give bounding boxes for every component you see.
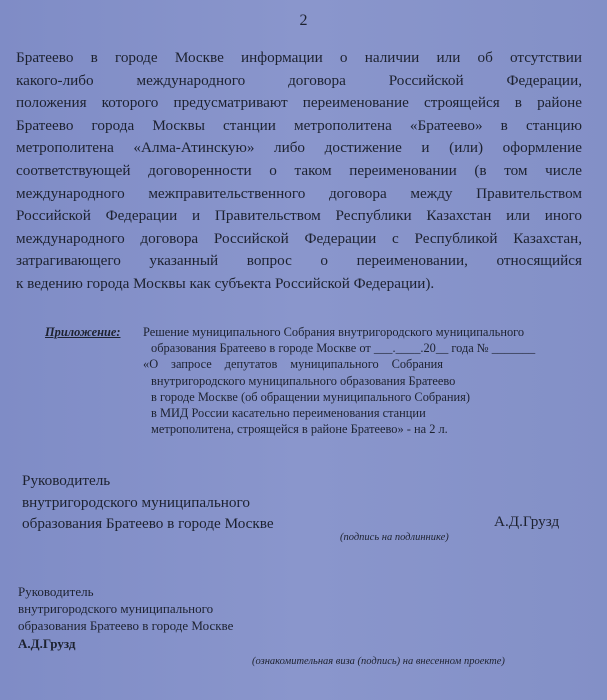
body-line: международного договора Российской Федерации с Республикой Казахстан, — [16, 229, 582, 247]
body-line: положения которого предусматривают переименование строящейся в районе — [16, 94, 582, 112]
body-line: Братеево города Москвы станции метрополитена «Братеево» в станцию — [16, 116, 582, 134]
signatory-name: А.Д.Грузд — [494, 513, 560, 530]
approval-block — [18, 583, 233, 652]
body-line: соответствующей договоренности о таком переименовании (в том числе — [16, 161, 582, 179]
appendix-line: «О запросе депутатов муниципального Собрания — [143, 357, 443, 372]
appendix-line: метрополитена, строящейся в районе Братеево» - на 2 л. — [151, 422, 448, 437]
appendix-line: образования Братеево в городе Москве от ___.____.20__ года № _______ — [151, 341, 536, 356]
appendix-line: в МИД России касательно переименования станции — [151, 406, 426, 421]
signature-note: (подпись на подлиннике) — [340, 532, 449, 543]
body-line: метрополитена «Алма-Атинскую» либо достижение и (или) оформление — [16, 139, 582, 157]
signature-title-line: внутригородского муниципального — [22, 493, 250, 511]
appendix-line: Решение муниципального Собрания внутригородского муниципального — [143, 325, 525, 339]
approval-signatory-name: А.Д.Грузд — [18, 635, 76, 651]
appendix-label: Приложение: — [45, 325, 121, 339]
approval-title-line: внутригородского муниципального — [18, 601, 214, 617]
signature-title-line: Руководитель — [22, 472, 111, 489]
body-line: какого-либо международного договора Российской Федерации, — [16, 71, 582, 89]
body-line: Братеево в городе Москве информации о наличии или об отсутствии — [16, 49, 582, 66]
appendix-line: внутригородского муниципального образования Братеево — [151, 373, 456, 388]
page-number: 2 — [299, 12, 308, 29]
body-paragraph — [16, 47, 582, 296]
appendix-description — [143, 324, 583, 437]
appendix-line: в городе Москве (об обращении муниципального Собрания) — [151, 389, 470, 404]
approval-note: (ознакомительная виза (подпись) на внесенном проекте) — [252, 656, 505, 667]
approval-title-line: Руководитель — [18, 584, 94, 599]
signature-block — [22, 470, 274, 535]
approval-title-line: образования Братеево в городе Москве — [18, 618, 234, 634]
body-line: к ведению города Москвы как субъекта Российской Федерации). — [16, 274, 435, 292]
body-line: затрагивающего указанный вопрос о переименовании, относящийся — [16, 252, 582, 270]
body-line: Российской Федерации и Правительством Республики Казахстан или иного — [16, 207, 582, 225]
body-line: международного межправительственного договора между Правительством — [16, 184, 582, 202]
signature-title-line: образования Братеево в городе Москве — [22, 515, 274, 533]
